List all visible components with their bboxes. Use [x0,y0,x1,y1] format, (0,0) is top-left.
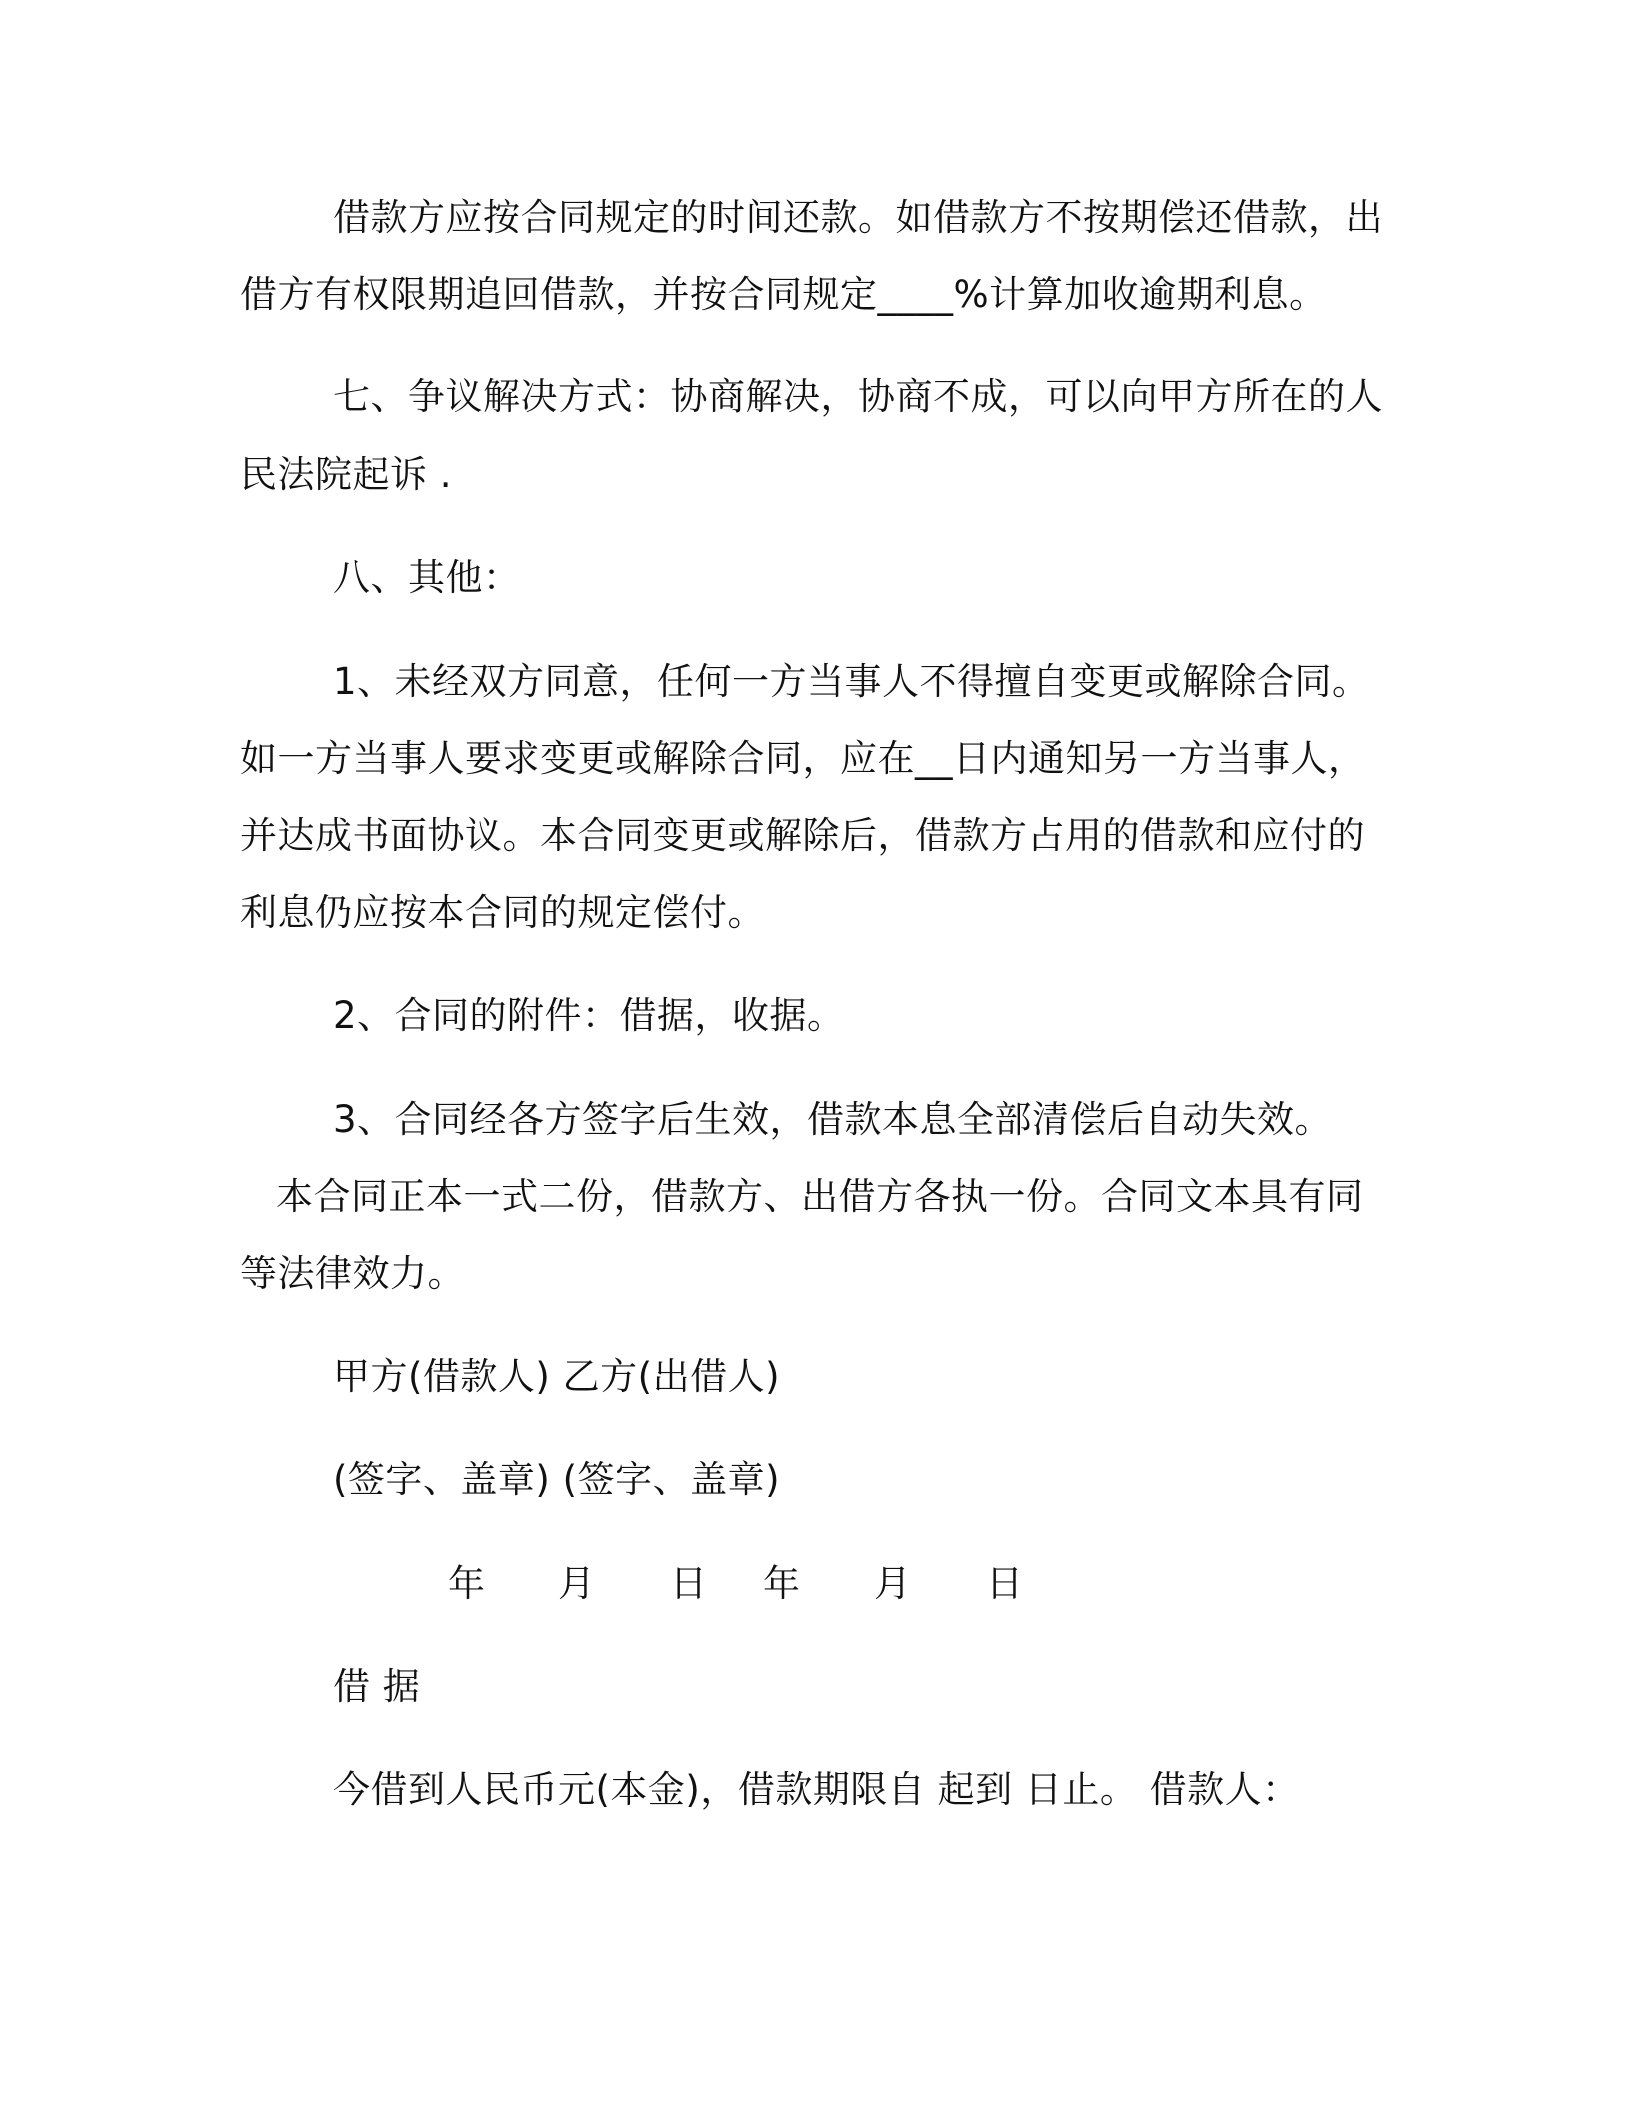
copies-line2: 等法律效力。 [240,1252,465,1295]
date-year-b: 年 [763,1562,800,1605]
item1-line4: 利息仍应按本合同的规定偿付。 [240,891,765,934]
item2: 2、合同的附件：借据，收据。 [333,994,845,1037]
date-month-b: 月 [874,1562,911,1605]
iou-title: 借 据 [333,1665,421,1708]
item1-line2: 如一方当事人要求变更或解除合同，应在__日内通知另一方当事人， [240,737,1366,780]
iou-body: 今借到人民币元(本金)，借款期限自 起到 日止。 借款人： [333,1768,1300,1811]
date-day-a: 日 [670,1562,707,1605]
item1-line1: 1、未经双方同意，任何一方当事人不得擅自变更或解除合同。 [333,660,1370,703]
clause8-heading: 八、其他： [333,556,521,599]
date-row [0,1561,1632,1607]
clause6-line2: 借方有权限期追回借款，并按合同规定____%计算加收逾期利息。 [240,273,1327,316]
item1-line3: 并达成书面协议。本合同变更或解除后，借款方占用的借款和应付的 [240,814,1365,857]
clause7-line1: 七、争议解决方式：协商解决，协商不成，可以向甲方所在的人 [333,375,1383,418]
date-year-a: 年 [448,1562,485,1605]
date-month-a: 月 [558,1562,595,1605]
clause6-line1: 借款方应按合同规定的时间还款。如借款方不按期偿还借款，出 [333,196,1383,239]
date-day-b: 日 [986,1562,1023,1605]
item3: 3、合同经各方签字后生效，借款本息全部清偿后自动失效。 [333,1098,1333,1141]
copies-line1: 本合同正本一式二份，借款方、出借方各执一份。合同文本具有同 [276,1175,1364,1218]
parties-line: 甲方(借款人) 乙方(出借人) [333,1355,781,1398]
clause7-line2: 民法院起诉 . [240,453,453,496]
signatures-line: (签字、盖章) (签字、盖章) [333,1458,781,1501]
